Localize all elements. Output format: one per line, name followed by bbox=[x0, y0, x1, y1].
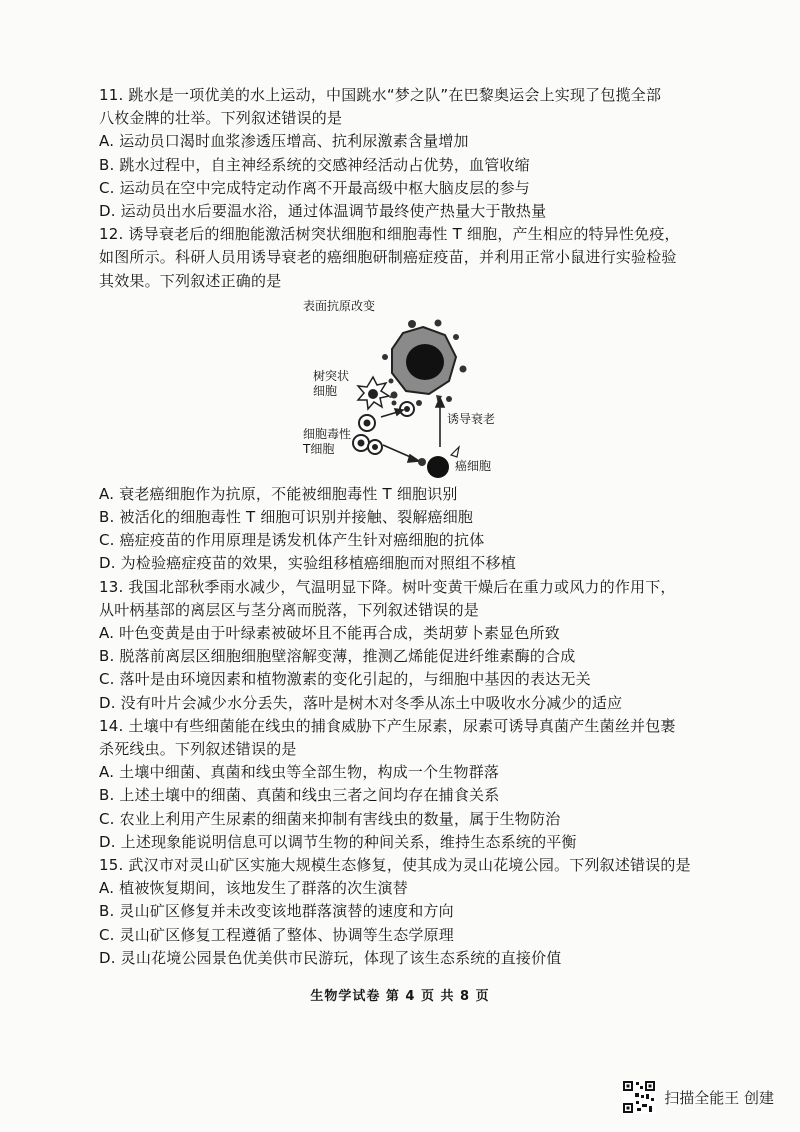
cancer-cell bbox=[418, 447, 459, 478]
watermark-text: 扫描全能王 创建 bbox=[664, 1088, 774, 1107]
question-stem: 13. 我国北部秋季雨水减少，气温明显下降。树叶变黄干燥后在重力或风力的作用下， bbox=[99, 577, 676, 596]
senescent-cell bbox=[382, 319, 467, 406]
option-d: D. 运动员出水后要温水浴，通过体温调节最终使产热量大于散热量 bbox=[99, 202, 547, 221]
option-a: A. 叶色变黄是由于叶绿素被破坏且不能再合成，类胡萝卜素显色所致 bbox=[99, 624, 560, 643]
question-stem: 如图所示。科研人员用诱导衰老的癌细胞研制癌症疫苗，并利用正常小鼠进行实验检验 bbox=[99, 248, 677, 267]
qr-code-icon bbox=[622, 1080, 656, 1114]
option-d: D. 为检验癌症疫苗的效果，实验组移植癌细胞而对照组不移植 bbox=[99, 554, 516, 573]
option-c: C. 运动员在空中完成特定动作离不开最高级中枢大脑皮层的参与 bbox=[99, 178, 531, 197]
option-d: D. 没有叶片会减少水分丢失，落叶是树木对冬季从冻土中吸收水分减少的适应 bbox=[99, 693, 623, 712]
label-dendritic-cell: 树突状 细胞 bbox=[313, 368, 350, 398]
scanner-watermark bbox=[622, 1080, 774, 1114]
option-a: A. 运动员口渴时血浆渗透压增高、抗利尿激素含量增加 bbox=[99, 132, 469, 151]
option-a: A. 衰老癌细胞作为抗原，不能被细胞毒性 T 细胞识别 bbox=[99, 484, 458, 503]
page-footer: 生物学试卷 第 4 页 共 8 页 bbox=[310, 989, 490, 1004]
option-d: D. 灵山花境公园景色优美供市民游玩，体现了该生态系统的直接价值 bbox=[99, 948, 562, 967]
option-a: A. 土壤中细菌、真菌和线虫等全部生物，构成一个生物群落 bbox=[99, 763, 500, 782]
label-induce-senescence: 诱导衰老 bbox=[447, 411, 496, 426]
immune-diagram bbox=[99, 299, 704, 479]
question-stem: 从叶柄基部的离层区与茎分离而脱落，下列叙述错误的是 bbox=[99, 600, 480, 619]
option-b: B. 上述土壤中的细菌、真菌和线虫三者之间均存在捕食关系 bbox=[99, 786, 500, 805]
option-b: B. 脱落前离层区细胞细胞壁溶解变薄，推测乙烯能促进纤维素酶的合成 bbox=[99, 647, 576, 666]
option-c: C. 农业上利用产生尿素的细菌来抑制有害线虫的数量，属于生物防治 bbox=[99, 809, 561, 828]
question-15 bbox=[99, 854, 704, 970]
option-c: C. 落叶是由环境因素和植物激素的变化引起的，与细胞中基因的表达无关 bbox=[99, 670, 591, 689]
question-list bbox=[99, 84, 704, 970]
option-c: C. 灵山矿区修复工程遵循了整体、协调等生态学原理 bbox=[99, 925, 455, 944]
question-13 bbox=[99, 576, 704, 715]
t-cells bbox=[353, 402, 414, 454]
option-b: B. 跳水过程中，自主神经系统的交感神经活动占优势，血管收缩 bbox=[99, 155, 530, 174]
question-12 bbox=[99, 223, 704, 575]
label-surface-antigen: 表面抗原改变 bbox=[303, 298, 376, 313]
label-cytotoxic-t-cell: 细胞毒性 T细胞 bbox=[303, 426, 352, 456]
immune-diagram-graphic bbox=[99, 299, 704, 479]
option-d: D. 上述现象能说明信息可以调节生物的种间关系，维持生态系统的平衡 bbox=[99, 832, 577, 851]
option-b: B. 被活化的细胞毒性 T 细胞可识别并接触、裂解癌细胞 bbox=[99, 508, 474, 527]
question-stem: 12. 诱导衰老后的细胞能激活树突状细胞和细胞毒性 T 细胞，产生相应的特异性免疫， bbox=[99, 225, 680, 244]
question-stem: 杀死线虫。下列叙述错误的是 bbox=[99, 740, 297, 759]
question-14 bbox=[99, 715, 704, 854]
option-a: A. 植被恢复期间，该地发生了群落的次生演替 bbox=[99, 879, 408, 898]
label-cancer-cell: 癌细胞 bbox=[455, 458, 492, 473]
question-stem: 八枚金牌的壮举。下列叙述错误的是 bbox=[99, 109, 343, 128]
question-stem: 其效果。下列叙述正确的是 bbox=[99, 271, 282, 290]
question-stem: 11. 跳水是一项优美的水上运动，中国跳水“梦之队”在巴黎奥运会上实现了包揽全部 bbox=[99, 86, 662, 104]
option-c: C. 癌症疫苗的作用原理是诱发机体产生针对癌细胞的抗体 bbox=[99, 531, 485, 550]
question-stem: 14. 土壤中有些细菌能在线虫的捕食威胁下产生尿素，尿素可诱导真菌产生菌丝并包裹 bbox=[99, 716, 676, 735]
option-b: B. 灵山矿区修复并未改变该地群落演替的速度和方向 bbox=[99, 902, 454, 921]
question-11 bbox=[99, 84, 704, 223]
question-stem: 15. 武汉市对灵山矿区实施大规模生态修复，使其成为灵山花境公园。下列叙述错误的是 bbox=[99, 856, 691, 875]
dendritic-cell bbox=[358, 377, 397, 409]
